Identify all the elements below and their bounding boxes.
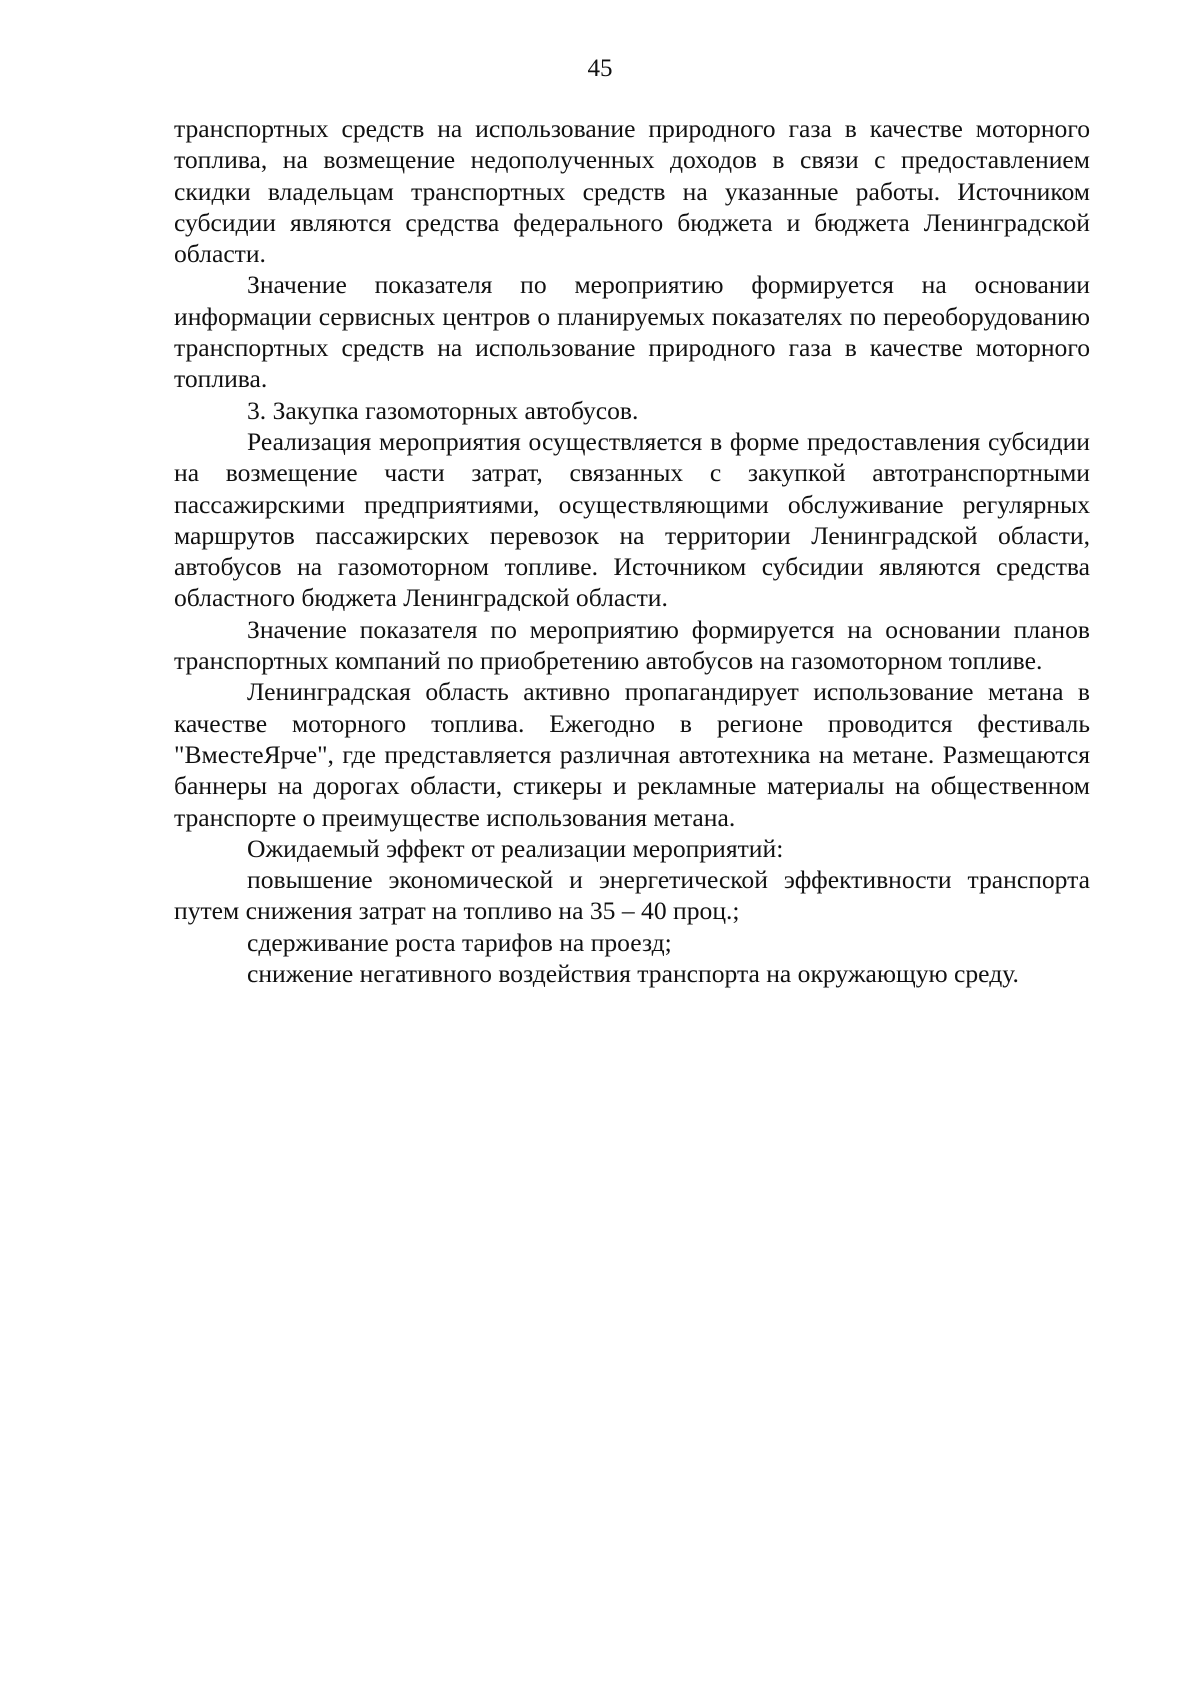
- paragraph-indicator-transport-plans: Значение показателя по мероприятию формируется на основании планов транспортных компаний по приобретению автобусов на газомоторном топливе.: [174, 614, 1090, 676]
- paragraph-effect-tariffs: сдерживание роста тарифов на проезд;: [247, 927, 672, 957]
- document-body: [174, 113, 1090, 989]
- paragraph-indicator-service-centers: Значение показателя по мероприятию формируется на основании информации сервисных центров о планируемых показателях по переоборудованию транспортных средств на использование природного газа в качестве моторного топлива.: [174, 270, 1090, 394]
- paragraph-heading-bus-purchase: 3. Закупка газомоторных автобусов.: [247, 395, 639, 425]
- paragraph-methane-promotion: Ленинградская область активно пропагандирует использование метана в качестве моторного топлива. Ежегодно в регионе проводится фестиваль "ВместеЯрче", где представляется различная автотехника на метане. Размещаются баннеры на дорогах области, стикеры и рекламные материалы на общественном транспорте о преимуществе использования метана.: [174, 677, 1090, 832]
- paragraph-continuation: транспортных средств на использование природного газа в качестве моторного топлива, на возмещение недополученных доходов в связи с предоставлением скидки владельцам транспортных средств на указанные работы. Источником субсидии являются средства федерального бюджета и бюджета Ленинградской области.: [174, 114, 1090, 269]
- page-number: 45: [587, 55, 613, 82]
- paragraph-subsidy-implementation: Реализация мероприятия осуществляется в форме предоставления субсидии на возмещение части затрат, связанных с закупкой автотранспортными пассажирскими предприятиями, осуществляющими обслуживание регулярных маршрутов пассажирских перевозок на территории Ленинградской области, автобусов на газомоторном топливе. Источником субсидии являются средства областного бюджета Ленинградской области.: [174, 426, 1090, 613]
- paragraph-effect-environment: снижение негативного воздействия транспорта на окружающую среду.: [247, 959, 1019, 989]
- paragraph-expected-effect: Ожидаемый эффект от реализации мероприятий:: [247, 833, 784, 863]
- paragraph-effect-efficiency: повышение экономической и энергетической эффективности транспорта путем снижения затрат на топливо на 35 – 40 проц.;: [174, 865, 1090, 926]
